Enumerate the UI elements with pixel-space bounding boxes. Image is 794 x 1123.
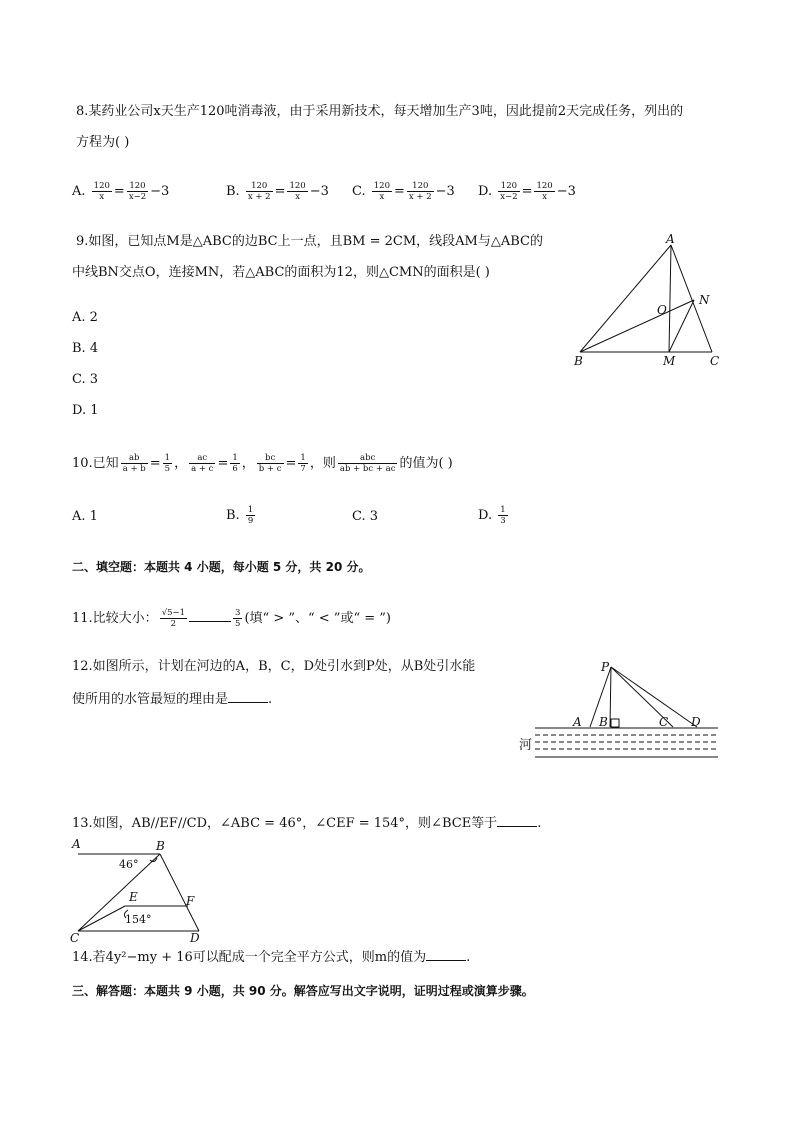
q9-option-b: B. 4 — [72, 341, 99, 356]
q9-line1: 9.如图，已知点M是△ABC的边BC上一点，且BM = 2CM，线段AM与△ABC的 — [76, 234, 543, 249]
svg-text:A: A — [666, 232, 675, 246]
svg-text:O: O — [657, 303, 667, 317]
q13-answer-blank — [497, 814, 537, 827]
q8-line2: 方程为( ) — [76, 135, 130, 150]
q10-option-d: D. $\frac{1}{3}$ — [478, 505, 506, 526]
svg-text:F: F — [186, 894, 195, 908]
q12-answer-blank — [228, 690, 268, 703]
svg-text:E: E — [129, 890, 138, 904]
svg-text:A: A — [573, 715, 582, 729]
q9-line2: 中线BN交点O，连接MN，若△ABC的面积为12，则△CMN的面积是( ) — [72, 265, 490, 280]
q10-option-a: A. 1 — [72, 509, 98, 524]
q8-option-b: B. $\frac{120}{x + 2}$ = $\frac{120}{x}$ −3 — [226, 181, 329, 202]
q8-line1: 8.某药业公司x天生产120吨消毒液，由于采用新技术，每天增加生产3吨，因此提前2天完成任务，列出的 — [76, 104, 684, 119]
q14-line: 14.若4y²−my + 16可以配成一个完全平方公式，则m的值为 . — [72, 950, 471, 965]
q12-river-figure — [515, 655, 725, 765]
q8-option-d: D. $\frac{120}{x-2}$ = $\frac{120}{x}$ −3 — [478, 181, 576, 202]
svg-text:B: B — [156, 839, 165, 853]
svg-text:B: B — [599, 715, 608, 729]
q13-parallel-lines-figure — [68, 834, 208, 946]
q10-option-c: C. 3 — [352, 509, 379, 524]
svg-text:B: B — [574, 354, 583, 368]
svg-text:N: N — [699, 293, 710, 307]
svg-text:46°: 46° — [119, 858, 139, 871]
svg-text:D: D — [190, 931, 200, 945]
section-3-heading: 三、解答题：本题共 9 小题，共 90 分。解答应写出文字说明，证明过程或演算步骤。 — [72, 984, 534, 998]
q8-option-c: C. $\frac{120}{x}$ = $\frac{120}{x + 2}$ −3 — [352, 181, 455, 202]
section-2-heading: 二、填空题：本题共 4 小题，每小题 5 分，共 20 分。 — [72, 560, 371, 574]
q9-option-c: C. 3 — [72, 372, 99, 387]
q9-option-d: D. 1 — [72, 403, 99, 418]
q12-line2: 使所用的水管最短的理由是 . — [72, 692, 273, 707]
svg-text:154°: 154° — [125, 913, 152, 926]
q14-answer-blank — [426, 948, 466, 961]
q9-option-a: A. 2 — [72, 310, 98, 325]
svg-text:P: P — [601, 660, 610, 674]
q11-answer-blank — [189, 609, 231, 622]
svg-text:C: C — [710, 354, 720, 368]
q13-line: 13.如图，AB//EF//CD，∠ABC = 46°，∠CEF = 154°，则∠BCE等于 . — [72, 816, 542, 831]
svg-text:河: 河 — [519, 738, 533, 753]
q11-line: 11.比较大小： $\frac{√5-1}{2}$ $\frac{3}{5}$ (填“ > ”、“ < ”或“ = ”) — [72, 608, 391, 629]
q12-line1: 12.如图所示，计划在河边的A，B，C，D处引水到P处，从B处引水能 — [72, 659, 476, 674]
svg-text:D: D — [691, 715, 701, 729]
svg-text:M: M — [663, 354, 676, 368]
svg-text:C: C — [659, 715, 669, 729]
q10-line: 10.已知 $\frac{ab}{a + b}$ = $\frac{1}{5}$ ， $\frac{ac}{a + c}$ = $\frac{1}{6}$ ， $\frac{bc}{b + c}$ = $\frac{1}{7}$ ，则 $\frac{\text{abc}}{ab + bc + ac}$ 的值为( ) — [72, 453, 453, 474]
q8-option-a: A. $\frac{120}{x}$ = $\frac{120}{x-2}$ −3 — [72, 181, 170, 202]
q9-triangle-figure — [560, 225, 740, 375]
svg-text:A: A — [72, 837, 81, 851]
svg-text:C: C — [70, 931, 80, 945]
q10-option-b: B. $\frac{1}{9}$ — [226, 505, 254, 526]
